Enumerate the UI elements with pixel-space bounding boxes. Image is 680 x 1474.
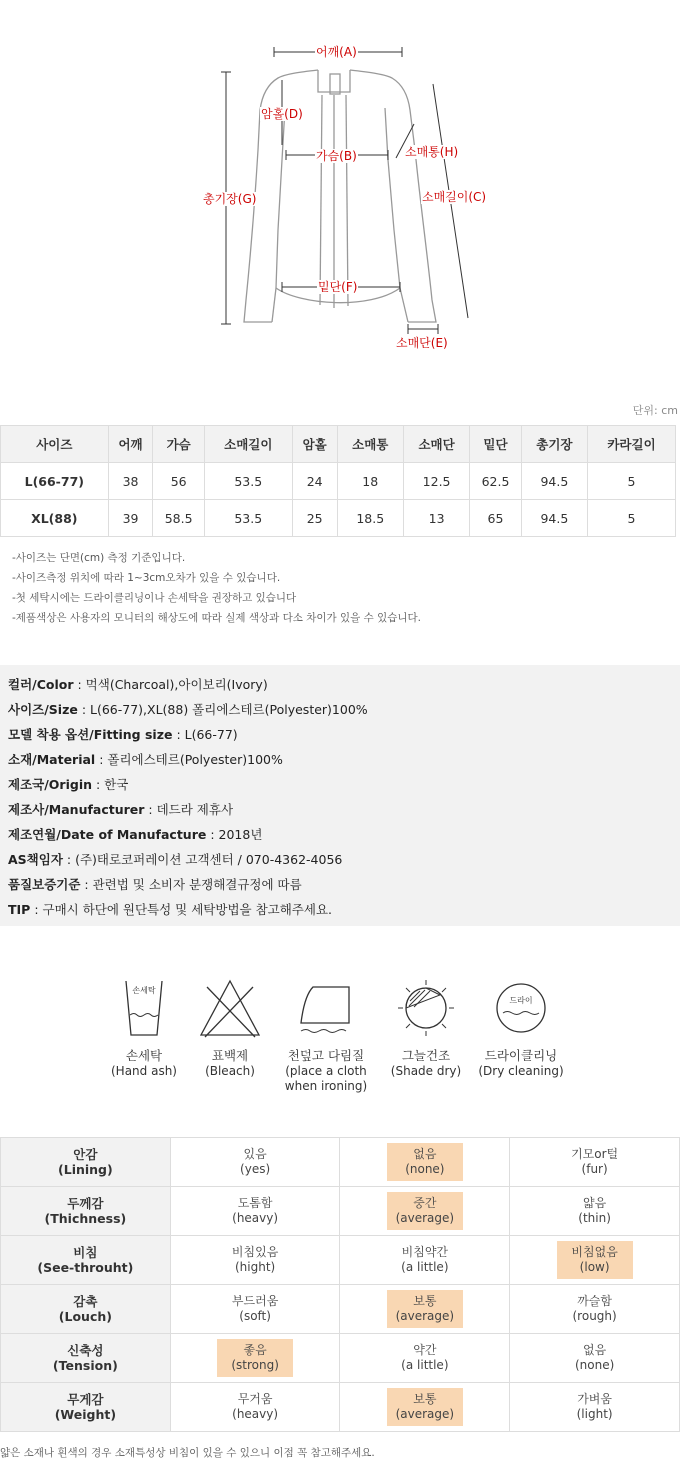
property-option-selected bbox=[557, 1241, 633, 1279]
info-label: 컬러/Color bbox=[8, 677, 74, 692]
info-row-date bbox=[8, 822, 680, 847]
property-option bbox=[170, 1187, 340, 1236]
property-option-value bbox=[217, 1388, 293, 1426]
shade-dry-icon bbox=[394, 975, 458, 1040]
property-name-en: (See-throuht) bbox=[37, 1260, 134, 1275]
dry-cleaning-icon-text: 드라이 bbox=[509, 996, 533, 1005]
property-name-ko: 감촉 bbox=[73, 1294, 98, 1309]
size-cell: 62.5 bbox=[470, 463, 521, 500]
option-label-ko: 가벼움 bbox=[577, 1392, 612, 1406]
option-label-en: (hight) bbox=[234, 1260, 276, 1274]
size-cell: 58.5 bbox=[153, 500, 204, 537]
size-cell: 94.5 bbox=[521, 463, 587, 500]
property-option bbox=[510, 1187, 680, 1236]
property-option bbox=[510, 1285, 680, 1334]
property-option bbox=[170, 1138, 340, 1187]
option-label-ko: 까슬함 bbox=[577, 1294, 612, 1308]
property-name bbox=[1, 1138, 171, 1187]
option-label-en: (light) bbox=[576, 1407, 613, 1421]
info-value: : 2018년 bbox=[206, 827, 263, 842]
option-label-ko: 기모or털 bbox=[571, 1147, 619, 1161]
property-name bbox=[1, 1236, 171, 1285]
info-label: 제조연월/Date of Manufacture bbox=[8, 827, 207, 842]
info-value: : 구매시 하단에 원단특성 및 세탁방법을 참고해주세요. bbox=[30, 902, 332, 917]
property-name bbox=[1, 1187, 171, 1236]
info-label: 모델 착용 옵션/Fitting size bbox=[8, 727, 173, 742]
size-table-header-row bbox=[1, 426, 676, 463]
info-value: : 한국 bbox=[92, 777, 129, 792]
wash-item-dry bbox=[461, 975, 581, 1079]
property-option bbox=[510, 1383, 680, 1432]
option-label-en: (a little) bbox=[401, 1260, 449, 1274]
size-header-cell: 총기장 bbox=[521, 426, 587, 463]
property-option bbox=[510, 1334, 680, 1383]
option-label-ko: 도톰함 bbox=[237, 1196, 273, 1210]
option-label-ko: 없음 bbox=[413, 1147, 437, 1161]
property-name-ko: 안감 bbox=[73, 1147, 98, 1162]
info-row-material bbox=[8, 747, 680, 772]
label-sleeve-length: 소매길이(C) bbox=[422, 190, 487, 204]
property-option-selected bbox=[387, 1192, 463, 1230]
property-option bbox=[340, 1383, 510, 1432]
info-value: : L(66-77) bbox=[172, 727, 238, 742]
no-bleach-icon bbox=[195, 975, 265, 1040]
size-table-row bbox=[1, 463, 676, 500]
note-line: -제품색상은 사용자의 모니터의 해상도에 따라 실제 색상과 다소 차이가 있을 수 있습니다. bbox=[12, 612, 421, 624]
option-label-en: (yes) bbox=[240, 1162, 271, 1176]
property-name-en: (Thichness) bbox=[44, 1211, 127, 1226]
option-label-en: (rough) bbox=[572, 1309, 617, 1323]
property-name bbox=[1, 1334, 171, 1383]
property-option-value bbox=[387, 1241, 463, 1279]
property-row bbox=[1, 1187, 680, 1236]
size-cell: 25 bbox=[292, 500, 337, 537]
info-value: : 데드라 제휴사 bbox=[144, 802, 234, 817]
size-cell: 53.5 bbox=[204, 463, 292, 500]
size-header-cell: 어깨 bbox=[108, 426, 153, 463]
size-cell: 18 bbox=[337, 463, 403, 500]
property-name-en: (Weight) bbox=[54, 1407, 117, 1422]
fabric-property-table bbox=[0, 1137, 680, 1432]
property-option bbox=[340, 1236, 510, 1285]
property-name-ko: 비침 bbox=[73, 1245, 98, 1260]
size-diagram bbox=[0, 0, 680, 400]
info-label: TIP bbox=[8, 902, 31, 917]
option-label-ko: 보통 bbox=[413, 1392, 437, 1406]
note-line: -사이즈측정 위치에 따라 1~3cm오차가 있을 수 있습니다. bbox=[12, 572, 281, 584]
property-option bbox=[510, 1138, 680, 1187]
wash-label-ko: 드라이클리닝 bbox=[484, 1048, 558, 1063]
size-cell: 5 bbox=[588, 500, 676, 537]
wash-label-ko: 그늘건조 bbox=[401, 1048, 451, 1063]
property-option-value bbox=[557, 1192, 633, 1230]
property-option-selected bbox=[387, 1388, 463, 1426]
property-row bbox=[1, 1138, 680, 1187]
property-option bbox=[170, 1236, 340, 1285]
size-notes bbox=[12, 548, 421, 628]
garment-outline bbox=[0, 0, 680, 400]
property-row bbox=[1, 1383, 680, 1432]
product-info bbox=[0, 665, 680, 926]
option-label-en: (heavy) bbox=[232, 1211, 279, 1225]
wash-care bbox=[0, 975, 680, 1105]
property-option-value bbox=[217, 1143, 293, 1181]
unit-label: 단위: cm bbox=[632, 404, 678, 417]
size-cell: 12.5 bbox=[403, 463, 469, 500]
property-option-value bbox=[217, 1290, 293, 1328]
info-label: 소재/Material bbox=[8, 752, 96, 767]
iron-with-cloth-icon bbox=[291, 975, 361, 1040]
option-label-ko: 있음 bbox=[243, 1147, 267, 1161]
size-header-cell: 소매단 bbox=[403, 426, 469, 463]
property-option bbox=[170, 1334, 340, 1383]
size-cell: 18.5 bbox=[337, 500, 403, 537]
size-cell: 94.5 bbox=[521, 500, 587, 537]
info-row-quality bbox=[8, 872, 680, 897]
option-label-ko: 부드러움 bbox=[231, 1294, 279, 1308]
info-row-as bbox=[8, 847, 680, 872]
size-header-cell: 카라길이 bbox=[588, 426, 676, 463]
option-label-en: (average) bbox=[395, 1309, 455, 1323]
option-label-en: (none) bbox=[574, 1358, 615, 1372]
size-cell: 53.5 bbox=[204, 500, 292, 537]
dry-cleaning-icon bbox=[489, 975, 553, 1040]
info-value: : (주)태로코퍼레이션 고객센터 / 070-4362-4056 bbox=[62, 852, 343, 867]
note-line: -첫 세탁시에는 드라이클리닝이나 손세탁을 권장하고 있습니다 bbox=[12, 592, 297, 604]
property-row bbox=[1, 1285, 680, 1334]
footnote: 얇은 소재나 흰색의 경우 소재특성상 비침이 있을 수 있으니 이점 꼭 참고해주세요. bbox=[0, 1447, 375, 1459]
info-row-tip bbox=[8, 897, 680, 922]
size-header-cell: 사이즈 bbox=[1, 426, 109, 463]
property-option bbox=[340, 1138, 510, 1187]
size-cell: 65 bbox=[470, 500, 521, 537]
property-name-ko: 신축성 bbox=[67, 1343, 104, 1358]
property-option bbox=[170, 1383, 340, 1432]
property-option bbox=[340, 1187, 510, 1236]
option-label-ko: 비침있음 bbox=[231, 1245, 279, 1259]
wash-label-en: (Dry cleaning) bbox=[478, 1064, 564, 1078]
info-label: 품질보증기준 bbox=[8, 877, 81, 892]
wash-label-ko: 표백제 bbox=[211, 1048, 249, 1063]
info-row-size bbox=[8, 697, 680, 722]
property-name-en: (Lining) bbox=[58, 1162, 113, 1177]
info-value: : 먹색(Charcoal),아이보리(Ivory) bbox=[73, 677, 268, 692]
property-name bbox=[1, 1383, 171, 1432]
property-option-value bbox=[557, 1290, 633, 1328]
option-label-en: (average) bbox=[395, 1211, 455, 1225]
wash-label-en: (Bleach) bbox=[205, 1064, 255, 1078]
property-option-value bbox=[387, 1339, 463, 1377]
info-value: : 폴리에스테르(Polyester)100% bbox=[95, 752, 283, 767]
option-label-ko: 보통 bbox=[413, 1294, 437, 1308]
size-cell: 5 bbox=[588, 463, 676, 500]
info-row-origin bbox=[8, 772, 680, 797]
size-header-cell: 밑단 bbox=[470, 426, 521, 463]
option-label-ko: 비침없음 bbox=[571, 1245, 618, 1259]
info-value: : L(66-77),XL(88) 폴리에스테르(Polyester)100% bbox=[77, 702, 368, 717]
wash-label-ko: 손세탁 bbox=[125, 1048, 163, 1063]
size-header-cell: 소매길이 bbox=[204, 426, 292, 463]
property-name-en: (Louch) bbox=[58, 1309, 112, 1324]
property-option bbox=[170, 1285, 340, 1334]
property-option-value bbox=[557, 1339, 633, 1377]
label-cuff: 소매단(E) bbox=[396, 336, 448, 350]
option-label-en: (none) bbox=[405, 1162, 445, 1176]
info-row-manufacturer bbox=[8, 797, 680, 822]
property-option-value bbox=[557, 1143, 633, 1181]
wash-label-ko: 천덮고 다림질 bbox=[287, 1048, 365, 1063]
option-label-en: (thin) bbox=[578, 1211, 611, 1225]
property-option-selected bbox=[387, 1143, 463, 1181]
info-label: AS책임자 bbox=[8, 852, 63, 867]
info-label: 사이즈/Size bbox=[8, 702, 78, 717]
property-option bbox=[340, 1334, 510, 1383]
property-row bbox=[1, 1334, 680, 1383]
info-label: 제조국/Origin bbox=[8, 777, 92, 792]
note-line: -사이즈는 단면(cm) 측정 기준입니다. bbox=[12, 552, 186, 564]
size-header-cell: 소매통 bbox=[337, 426, 403, 463]
property-name bbox=[1, 1285, 171, 1334]
info-value: : 관련법 및 소비자 분쟁해결규정에 따름 bbox=[80, 877, 302, 892]
option-label-ko: 무거움 bbox=[237, 1392, 273, 1406]
label-shoulder: 어깨(A) bbox=[316, 45, 357, 59]
property-option-value bbox=[217, 1192, 293, 1230]
size-cell: 13 bbox=[403, 500, 469, 537]
size-header-cell: 가슴 bbox=[153, 426, 204, 463]
size-table bbox=[0, 425, 676, 537]
hand-wash-icon bbox=[114, 975, 174, 1040]
option-label-ko: 약간 bbox=[413, 1343, 437, 1357]
option-label-ko: 비침약간 bbox=[401, 1245, 449, 1259]
option-label-en: (average) bbox=[395, 1407, 455, 1421]
property-option bbox=[340, 1285, 510, 1334]
property-name-en: (Tension) bbox=[52, 1358, 118, 1373]
option-label-ko: 없음 bbox=[583, 1343, 607, 1357]
size-header-cell: 암홀 bbox=[292, 426, 337, 463]
size-cell: 24 bbox=[292, 463, 337, 500]
property-option-value bbox=[217, 1241, 293, 1279]
wash-label-en: (place a cloth bbox=[285, 1064, 367, 1078]
size-cell: 38 bbox=[108, 463, 153, 500]
property-name-ko: 무게감 bbox=[67, 1392, 104, 1407]
label-armhole: 암홀(D) bbox=[261, 107, 303, 121]
option-label-en: (low) bbox=[579, 1260, 610, 1274]
option-label-ko: 중간 bbox=[413, 1196, 437, 1210]
property-option bbox=[510, 1236, 680, 1285]
option-label-en: (fur) bbox=[581, 1162, 608, 1176]
size-cell: 39 bbox=[108, 500, 153, 537]
property-option-selected bbox=[217, 1339, 293, 1377]
option-label-en: (soft) bbox=[239, 1309, 271, 1323]
option-label-ko: 얇음 bbox=[583, 1196, 607, 1210]
info-row-fitting bbox=[8, 722, 680, 747]
size-cell: L(66-77) bbox=[1, 463, 109, 500]
property-name-ko: 두께감 bbox=[67, 1196, 104, 1211]
hand-wash-icon-text: 손세탁 bbox=[132, 986, 156, 995]
label-total-length: 총기장(G) bbox=[203, 192, 257, 206]
label-chest: 가슴(B) bbox=[316, 149, 357, 163]
property-row bbox=[1, 1236, 680, 1285]
label-hem: 밑단(F) bbox=[318, 280, 358, 294]
info-label: 제조사/Manufacturer bbox=[8, 802, 145, 817]
property-option-selected bbox=[387, 1290, 463, 1328]
size-table-row bbox=[1, 500, 676, 537]
option-label-en: (a little) bbox=[401, 1358, 449, 1372]
wash-label-en: (Hand ash) bbox=[111, 1064, 177, 1078]
size-cell: XL(88) bbox=[1, 500, 109, 537]
option-label-en: (strong) bbox=[231, 1358, 279, 1372]
label-sleeve-width: 소매통(H) bbox=[405, 145, 459, 159]
wash-label-en: (Shade dry) bbox=[390, 1064, 462, 1078]
option-label-en: (heavy) bbox=[232, 1407, 279, 1421]
info-row-color bbox=[8, 672, 680, 697]
option-label-ko: 좋음 bbox=[243, 1343, 267, 1357]
wash-label-en: when ironing) bbox=[284, 1079, 368, 1093]
property-option-value bbox=[557, 1388, 633, 1426]
size-cell: 56 bbox=[153, 463, 204, 500]
